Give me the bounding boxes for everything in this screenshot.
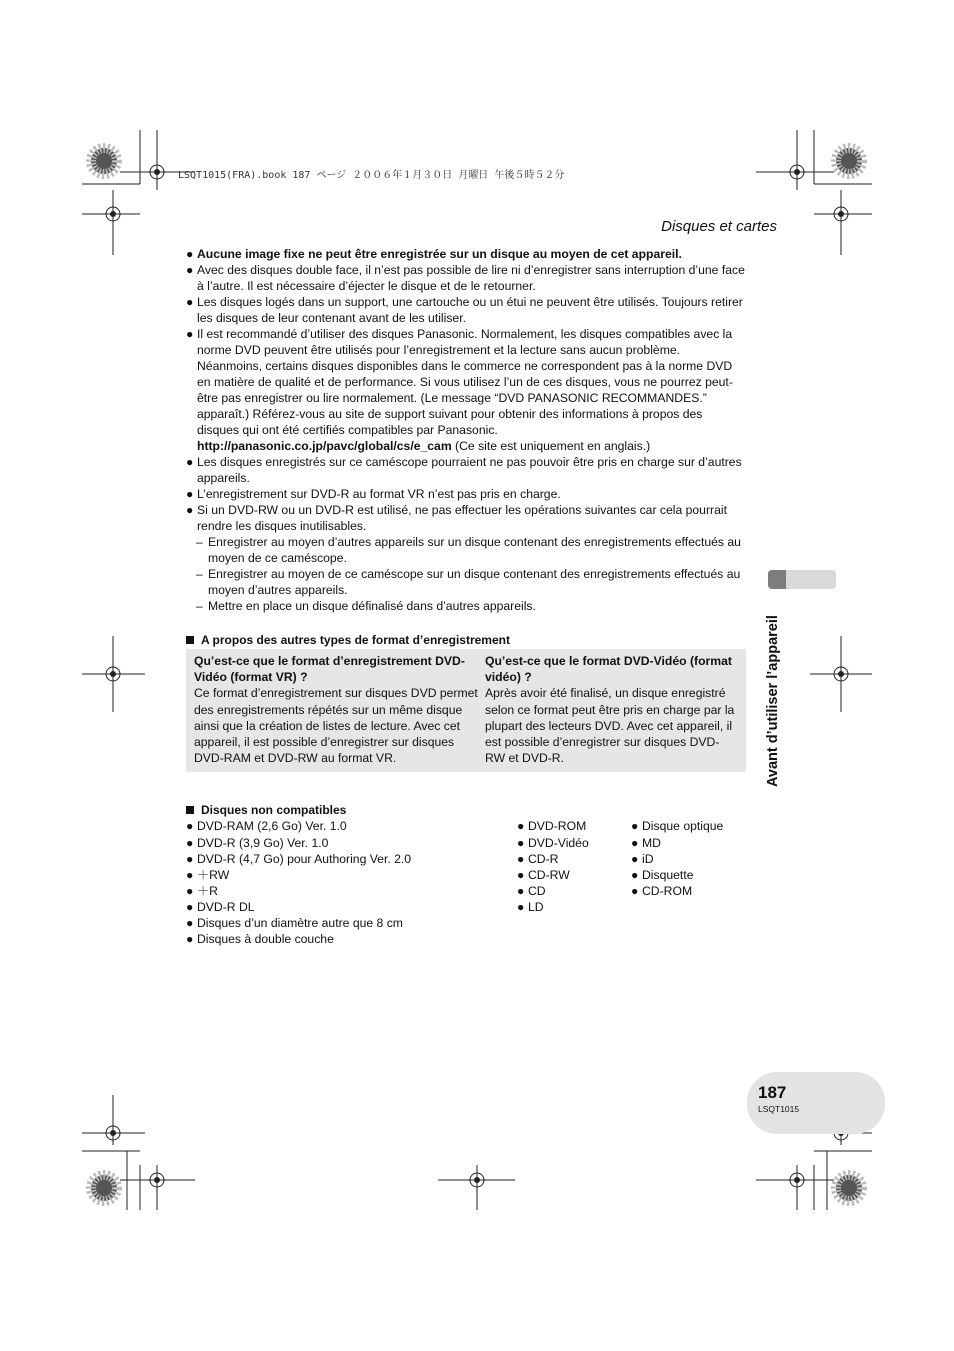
video-format-column <box>485 653 738 766</box>
main-content <box>186 246 746 948</box>
list-item: ● CD <box>517 883 546 898</box>
list-item: ● DVD-Vidéo <box>517 835 589 850</box>
list-item: ● CD-RW <box>517 867 570 882</box>
section-title: Disques et cartes <box>661 218 777 235</box>
list-item: ● DVD-ROM <box>517 819 587 834</box>
list-item: ● DVD-RAM (2,6 Go) Ver. 1.0 <box>186 819 347 834</box>
list-item: ● Disques d’un diamètre autre que 8 cm <box>186 915 403 930</box>
list-item: ● DVD-R (4,7 Go) pour Authoring Ver. 2.0 <box>186 851 412 866</box>
bullet-item: ● Les disques enregistrés sur ce caméscope pourraient ne pas pouvoir être pris en charge sur d’autres appareils. <box>186 455 742 485</box>
list-item: ● DVD-R (3,9 Go) Ver. 1.0 <box>186 835 329 850</box>
support-note: (Ce site est uniquement en anglais.) <box>455 439 651 453</box>
list-item: ● DVD-R DL <box>186 899 255 914</box>
list-item: ● CD-R <box>517 851 559 866</box>
vr-format-column <box>194 653 485 766</box>
file-info-line: LSQT1015(FRA).book 187 ページ ２００６年１月３０日 月曜日 午後５時５２分 <box>178 170 565 181</box>
dash-item: – Enregistrer au moyen d’autres appareils sur un disque contenant des enregistrements effectués au moyen de ce caméscope. <box>196 535 741 565</box>
incompatible-heading: Disques non compatibles <box>186 802 746 818</box>
incompatible-lists <box>186 818 746 948</box>
list-item: ● iD <box>631 851 654 866</box>
list-item: ● MD <box>631 835 661 850</box>
bullet-item: ● Il est recommandé d’utiliser des disques Panasonic. Normalement, les disques compatibles avec la norme DVD peuvent être utilisés pour l’enregistrement et la lecture sans aucun problème. Néanmoins, certains disques disponibles dans le commerce ne correspondent pas à la norme DVD en matière de qualité et de performance. Si vous utilisez l’un de ces disques, vous ne pourrez peut-être pas enregistrer ou lire normalement. (Le message “DVD PANASONIC RECOMMANDES.” apparaît.) Référez-vous au site de support suivant pour obtenir des informations à propos des disques qui ont été certifiés compatibles par Panasonic. http://panasonic.co.jp/pavc/global/cs/e_cam (Ce site est uniquement en anglais.) <box>186 327 733 453</box>
dash-item: – Mettre en place un disque définalisé dans d’autres appareils. <box>196 599 536 613</box>
page-badge <box>747 1072 885 1134</box>
page-code: LSQT1015 <box>758 1104 800 1114</box>
page-number: 187 <box>758 1083 787 1102</box>
side-tab-marker <box>768 570 786 589</box>
formats-box <box>186 649 746 772</box>
bullet-item: ● Si un DVD-RW ou un DVD-R est utilisé, ne pas effectuer les opérations suivantes car cela pourrait rendre les disques inutilisables. <box>186 503 727 533</box>
incompatible-col1 <box>186 818 411 947</box>
list-item: ● Disques à double couche <box>186 932 334 947</box>
square-bullet-icon <box>186 636 194 644</box>
list-item: ● Disquette <box>631 867 694 882</box>
list-item: ● ＋RW <box>186 867 230 882</box>
list-item: ● Disque optique <box>631 819 724 834</box>
vr-format-text: Ce format d’enregistrement sur disques DVD permet des enregistrements répétés sur un même disque ainsi que la création de listes de lecture. Avec cet appareil, il est possible d’enregistrer sur disques DVD-RAM et DVD-RW au format VR. <box>194 686 478 766</box>
incompatible-col2 <box>517 818 589 915</box>
side-tab-label: Avant d’utiliser l’appareil <box>765 615 781 787</box>
list-item: ● ＋R <box>186 883 218 898</box>
bullet-item: ● L’enregistrement sur DVD-R au format VR n’est pas pris en charge. <box>186 487 561 501</box>
video-format-title: Qu’est-ce que le format DVD-Vidéo (format vidéo) ? <box>485 654 732 685</box>
list-item: ● LD <box>517 899 544 914</box>
formats-heading: A propos des autres types de format d’enregistrement <box>186 632 746 648</box>
video-format-text: Après avoir été finalisé, un disque enregistré selon ce format peut être pris en charge par la plupart des lecteurs DVD. Avec cet appareil, il est possible d’enregistrer sur disques DVD-RW et DVD-R. <box>485 686 735 766</box>
square-bullet-icon <box>186 806 194 814</box>
list-item: ● CD-ROM <box>631 883 693 898</box>
support-url[interactable]: http://panasonic.co.jp/pavc/global/cs/e_cam <box>197 439 452 453</box>
vr-format-title: Qu’est-ce que le format d’enregistrement DVD-Vidéo (format VR) ? <box>194 654 465 685</box>
bullet-item: ● Aucune image fixe ne peut être enregistrée sur un disque au moyen de cet appareil. <box>186 247 682 261</box>
incompatible-col3 <box>631 818 723 898</box>
bullet-item: ● Les disques logés dans un support, une cartouche ou un étui ne peuvent être utilisés. Toujours retirer les disques de leur contenant avant de les utiliser. <box>186 295 743 325</box>
bullet-item: ● Avec des disques double face, il n’est pas possible de lire ni d’enregistrer sans interruption d’une face à l’autre. Il est nécessaire d’éjecter le disque et de le retourner. <box>186 263 745 293</box>
dash-item: – Enregistrer au moyen de ce caméscope sur un disque contenant des enregistrements effectués au moyen d’autres appareils. <box>196 567 741 597</box>
